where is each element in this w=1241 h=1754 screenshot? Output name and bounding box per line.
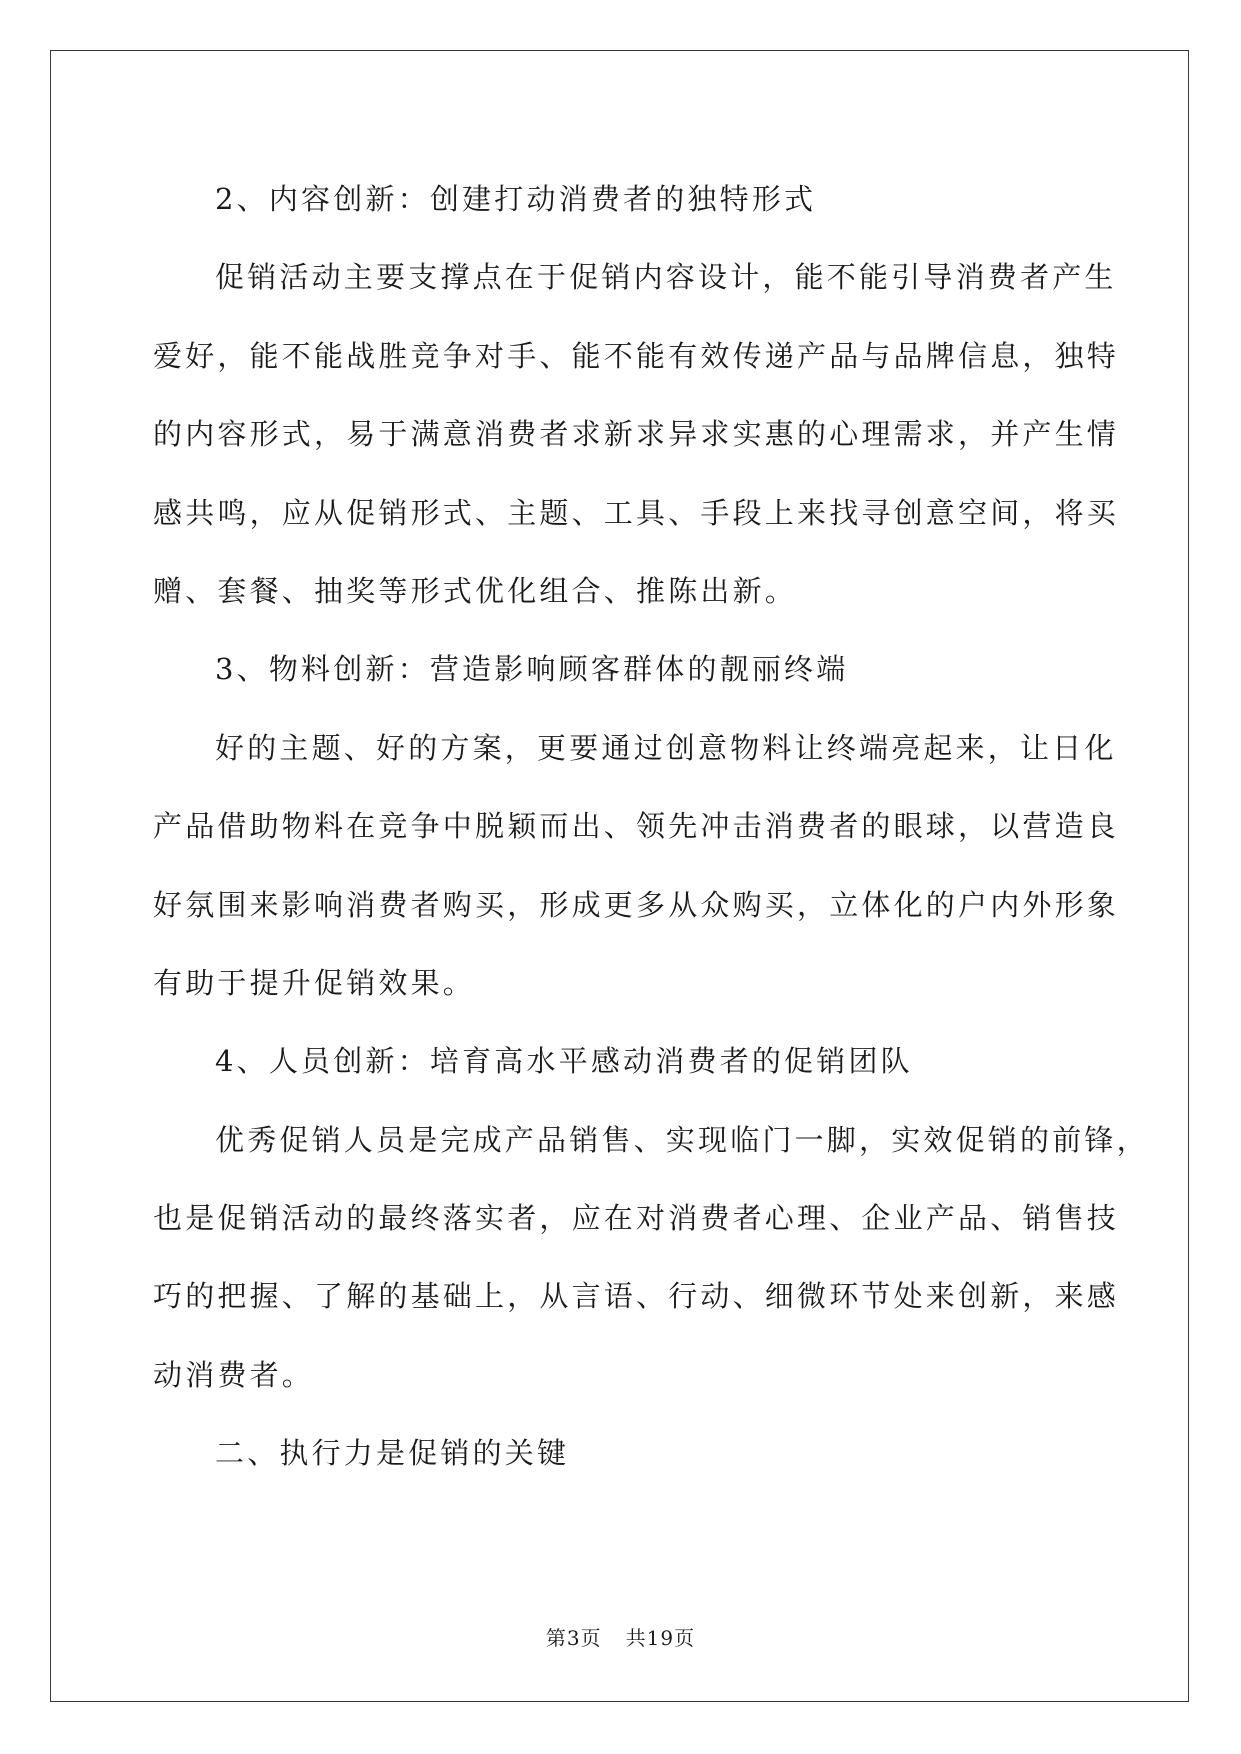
document-body xyxy=(153,160,1149,1493)
paragraph-line: 有助于提升促销效果。 xyxy=(153,965,476,1000)
heading-content-innovation: 2、内容创新：创建打动消费者的独特形式 xyxy=(215,182,817,216)
paragraph-line: 赠、套餐、抽奖等形式优化组合、推陈出新。 xyxy=(153,573,798,608)
section-heading-execution: 二、执行力是促销的关键 xyxy=(215,1436,570,1471)
paragraph-line: 好氛围来影响消费者购买，形成更多从众购买，立体化的户内外形象 xyxy=(153,887,1120,922)
paragraph-line: 好的主题、好的方案，更要通过创意物料让终端亮起来，让日化 xyxy=(215,730,1117,765)
paragraph-line: 产品借助物料在竞争中脱颖而出、领先冲击消费者的眼球，以营造良 xyxy=(153,809,1120,844)
paragraph-line: 感共鸣，应从促销形式、主题、工具、手段上来找寻创意空间，将买 xyxy=(153,495,1120,530)
paragraph-line: 巧的把握、了解的基础上，从言语、行动、细微环节处来创新，来感 xyxy=(153,1279,1120,1314)
paragraph-line: 促销活动主要支撑点在于促销内容设计，能不能引导消费者产生 xyxy=(215,260,1117,295)
paragraph-line: 也是促销活动的最终落实者，应在对消费者心理、企业产品、销售技 xyxy=(153,1201,1120,1236)
page-number: 第3页 xyxy=(545,1626,602,1650)
page-total: 共19页 xyxy=(625,1626,696,1650)
heading-staff-innovation: 4、人员创新：培育高水平感动消费者的促销团队 xyxy=(215,1044,913,1079)
paragraph-line: 的内容形式，易于满意消费者求新求异求实惠的心理需求，并产生情 xyxy=(153,417,1120,452)
paragraph-line: 爱好，能不能战胜竞争对手、能不能有效传递产品与品牌信息，独特 xyxy=(153,338,1120,373)
paragraph-line: 优秀促销人员是完成产品销售、实现临门一脚，实效促销的前锋， xyxy=(215,1122,1149,1157)
heading-material-innovation: 3、物料创新：营造影响顾客群体的靓丽终端 xyxy=(215,652,849,687)
page-footer xyxy=(0,1622,1241,1651)
paragraph-line: 动消费者。 xyxy=(153,1357,315,1392)
